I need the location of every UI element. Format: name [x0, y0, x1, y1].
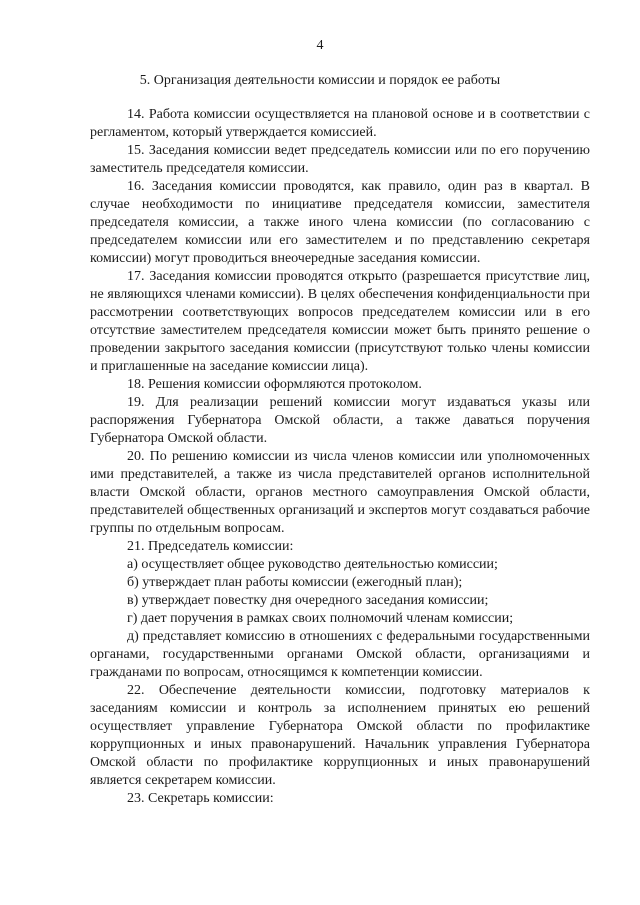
list-item-d: д) представляет комиссию в отношениях с федеральными государственными органами, государственными органами Омской области, организациями и гражданами по вопросам, относящимся к компетенции комиссии.: [90, 629, 590, 680]
document-body: [90, 106, 590, 808]
section-title: 5. Организация деятельности комиссии и порядок ее работы: [139, 73, 501, 88]
paragraph-22: 22. Обеспечение деятельности комиссии, подготовку материалов к заседаниям комиссии и контроль за исполнением принятых ею решений осуществляет управление Губернатора Омской области по профилактике коррупционных и иных правонарушений. Начальник управления Губернатора Омской области по профилактике коррупционных и иных правонарушений является секретарем комиссии.: [90, 683, 590, 788]
list-item-a: а) осуществляет общее руководство деятельностью комиссии;: [127, 557, 498, 572]
page-number: 4: [316, 38, 324, 53]
paragraph-23: 23. Секретарь комиссии:: [127, 791, 274, 806]
paragraph-18: 18. Решения комиссии оформляются протоколом.: [127, 377, 422, 392]
list-item-b: б) утверждает план работы комиссии (ежегодный план);: [127, 575, 463, 590]
paragraph-16: 16. Заседания комиссии проводятся, как правило, один раз в квартал. В случае необходимости по инициативе председателя комиссии, заместителя председателя комиссии, а также иного члена комиссии (по согласованию с председателем комиссии или его заместителем и по представлению секретаря комиссии) могут проводиться внеочередные заседания комиссии.: [90, 179, 590, 266]
paragraph-14: 14. Работа комиссии осуществляется на плановой основе и в соответствии с регламентом, который утверждается комиссией.: [90, 107, 590, 140]
paragraph-19: 19. Для реализации решений комиссии могут издаваться указы или распоряжения Губернатора Омской области, а также даваться поручения Губернатора Омской области.: [90, 395, 590, 446]
paragraph-17: 17. Заседания комиссии проводятся открыто (разрешается присутствие лиц, не являющихся членами комиссии). В целях обеспечения конфиденциальности при рассмотрении соответствующих вопросов председателем комиссии или в его отсутствие заместителем председателя комиссии может быть принято решение о проведении закрытого заседания комиссии (присутствуют только члены комиссии и приглашенные на заседание комиссии лица).: [90, 269, 590, 374]
list-item-v: в) утверждает повестку дня очередного заседания комиссии;: [127, 593, 489, 608]
paragraph-21: 21. Председатель комиссии:: [127, 539, 294, 554]
paragraph-20: 20. По решению комиссии из числа членов комиссии или уполномоченных ими представителей, а также из числа представителей органов исполнительной власти Омской области, органов местного самоуправления Омской области, представителей общественных организаций и экспертов могут создаваться рабочие группы по отдельным вопросам.: [90, 449, 590, 536]
list-item-g: г) дает поручения в рамках своих полномочий членам комиссии;: [127, 611, 514, 626]
paragraph-15: 15. Заседания комиссии ведет председатель комиссии или по его поручению заместитель председателя комиссии.: [90, 143, 590, 176]
